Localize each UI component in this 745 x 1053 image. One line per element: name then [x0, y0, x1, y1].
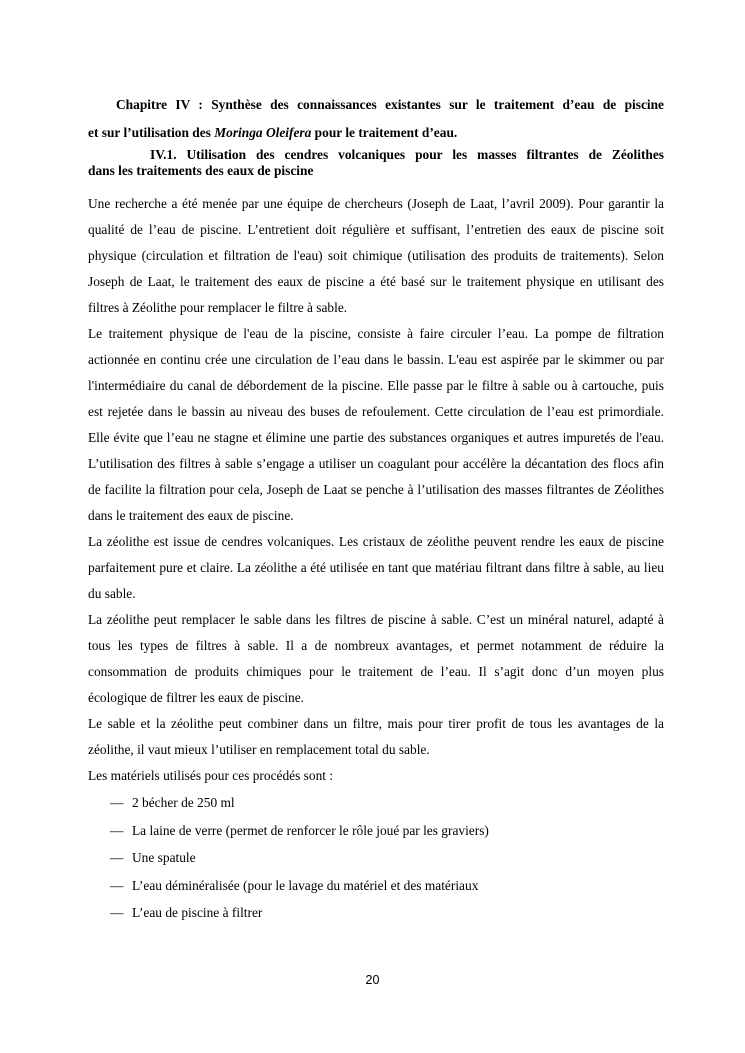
page-number: 20 [365, 973, 380, 987]
dash-bullet: — [110, 822, 124, 838]
list-item [88, 899, 664, 927]
dash-bullet: — [110, 877, 124, 893]
chapter-heading-line2-start: et sur l’utilisation des [88, 125, 215, 140]
dash-bullet: — [110, 905, 124, 920]
section-heading-line2: dans les traitements des eaux de piscine [88, 163, 314, 178]
list-item [88, 789, 664, 817]
section-heading [88, 147, 664, 179]
list-item [88, 817, 664, 845]
paragraph: La zéolithe peut remplacer le sable dans les filtres de piscine à sable. C’est un minéral naturel, adapté à tous les types de filtres à sable. Il a de nombreux avantages, et permet notamment de réduire la consommation de produits chimiques pour le traitement de l’eau. Il s’agit donc d’un moyen plus écologique de filtrer les eaux de piscine. [88, 612, 664, 705]
page-content [88, 91, 664, 927]
list-item-text: 2 bécher de 250 ml [132, 795, 235, 810]
chapter-heading-line1: Chapitre IV : Synthèse des connaissances existantes sur le traitement d’eau de piscine [116, 97, 664, 112]
paragraph: La zéolithe est issue de cendres volcaniques. Les cristaux de zéolithe peuvent rendre les eaux de piscine parfaitement pure et claire. La zéolithe a été utilisée en tant que matériau filtrant dans filtre à sable, au lieu du sable. [88, 534, 664, 601]
body-text [88, 191, 664, 927]
list-item-text: L’eau de piscine à filtrer [132, 905, 263, 920]
paragraph: Le traitement physique de l'eau de la piscine, consiste à faire circuler l’eau. La pompe de filtration actionnée en continu crée une circulation de l’eau dans le bassin. L'eau est aspirée par le skimmer ou par l'intermédiaire du canal de débordement de la piscine. Elle passe par le filtre à sable ou à cartouche, puis est rejetée dans le bassin au niveau des buses de refoulement. Cette circulation de l’eau est primordiale. Elle évite que l’eau ne stagne et élimine une partie des substances organiques et autres impuretés de l'eau. L’utilisation des filtres à sable s’engage a utiliser un coagulant pour accélère la décantation des flocs afin de facilite la filtration pour cela, Joseph de Laat se penche à l’utilisation des masses filtrantes de Zéolithes dans le traitement des eaux de piscine. [88, 326, 664, 523]
chapter-heading-line2-end: pour le traitement d’eau. [311, 125, 458, 140]
dash-bullet: — [110, 795, 124, 810]
paragraph: Le sable et la zéolithe peut combiner dans un filtre, mais pour tirer profit de tous les avantages de la zéolithe, il vaut mieux l’utiliser en remplacement total du sable. [88, 716, 664, 757]
list-item-text: Une spatule [132, 850, 196, 865]
paragraph: Une recherche a été menée par une équipe de chercheurs (Joseph de Laat, l’avril 2009). Pour garantir la qualité de l’eau de piscine. L’entretient doit régulière et suffisant, l’entretien des eaux de piscine soit physique (circulation et filtration de l'eau) soit chimique (utilisation des produits de traitements). Selon Joseph de Laat, le traitement des eaux de piscine a été basé sur le traitement physique en utilisant des filtres à Zéolithe pour remplacer le filtre à sable. [88, 196, 664, 315]
chapter-heading [88, 91, 664, 147]
list-item-text: La laine de verre (permet de renforcer le rôle joué par les graviers) [132, 822, 489, 838]
paragraph: Les matériels utilisés pour ces procédés sont : [88, 768, 334, 783]
list-item [88, 872, 664, 900]
list-item [88, 844, 664, 872]
list-item-text: L’eau déminéralisée (pour le lavage du matériel et des matériaux [132, 877, 479, 893]
section-heading-line1: IV.1. Utilisation des cendres volcaniques pour les masses filtrantes de Zéolithes [150, 147, 664, 162]
materials-list [88, 789, 664, 927]
dash-bullet: — [110, 850, 124, 865]
chapter-heading-species: Moringa Oleifera [214, 125, 312, 140]
